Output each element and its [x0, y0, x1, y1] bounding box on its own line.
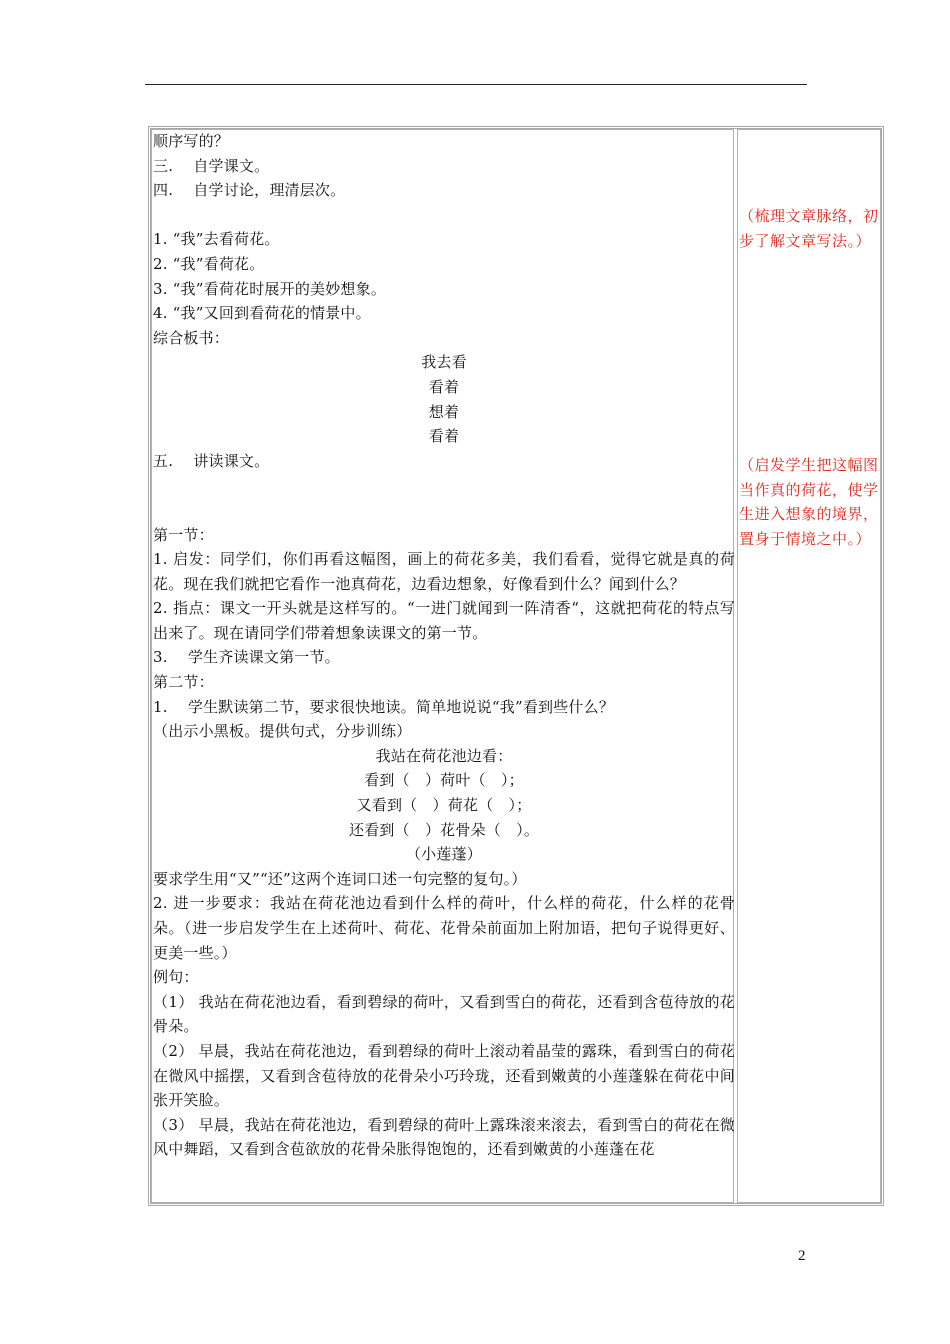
content-line: 看着 — [428, 427, 460, 446]
content-line: 想着 — [428, 402, 460, 421]
content-line: 又看到（ ）荷花（ ）； — [356, 796, 532, 815]
content-line: 2. 进一步要求：我站在荷花池边看到什么样的荷叶，什么样的荷花，什么样的花骨朵。（进一步启发学生在上述荷叶、荷花、花骨朵前面加上附加语，把句子说得更好、更美一些。） — [153, 894, 735, 962]
blank-line — [153, 203, 735, 228]
content-line: 2. “我”看荷花。 — [153, 254, 265, 273]
content-line: 顺序写的？ — [153, 132, 230, 150]
content-line: 例句： — [153, 968, 199, 987]
content-line: 五. 讲读课文。 — [153, 451, 270, 470]
content-line: 看着 — [428, 377, 460, 396]
content-line: 四. 自学讨论，理清层次。 — [153, 181, 346, 200]
page-number: 2 — [798, 1248, 806, 1264]
content-line: 我去看 — [421, 353, 467, 372]
content-line: 第一节： — [153, 525, 214, 544]
blank-line — [153, 473, 735, 498]
content-line: 我站在荷花池边看： — [375, 746, 513, 765]
lesson-content-text — [153, 129, 735, 1201]
content-line: 综合板书： — [153, 328, 230, 347]
content-line: 1. “我”去看荷花。 — [153, 230, 280, 249]
content-line: （2） 早晨，我站在荷花池边，看到碧绿的荷叶上滚动着晶莹的露珠，看到雪白的荷花在微风中摇摆，又看到含苞待放的花骨朵小巧玲珑，还看到嫩黄的小莲蓬躲在荷花中间张开笑脸。 — [153, 1041, 735, 1110]
content-line: 还看到（ ）花骨朵（ ）。 — [348, 820, 540, 839]
content-line: （1） 我站在荷花池边看，看到碧绿的荷叶，又看到雪白的荷花，还看到含苞待放的花骨朵。 — [153, 992, 735, 1036]
content-line: 3. 学生齐读课文第一节。 — [153, 648, 340, 667]
content-line: 要求学生用“又”“还”这两个连词口述一句完整的复句。） — [153, 869, 527, 888]
side-note-1: （梳理文章脉络，初步了解文章写法。） — [739, 207, 879, 250]
content-line: 看到（ ）荷叶（ ）； — [364, 771, 524, 790]
teaching-notes-cell — [737, 129, 881, 1203]
content-line: 1. 学生默读第二节，要求很快地读。简单地说说“我”看到些什么？ — [153, 697, 615, 716]
content-line: 4. “我”又回到看荷花的情景中。 — [153, 304, 371, 323]
side-note-2: （启发学生把这幅图当作真的荷花，使学生进入想象的境界，置身于情境之中。） — [739, 456, 879, 548]
content-line: 1. 启发：同学们，你们再看这幅图，画上的荷花多美，我们看看，觉得它就是真的荷花。现在我们就把它看作一池真荷花，边看边想象，好像看到什么？闻到什么？ — [153, 550, 735, 593]
content-line: 2. 指点：课文一开头就是这样写的。“一进门就闻到一阵清香“，这就把荷花的特点写出来了。现在请同学们带着想象读课文的第一节。 — [153, 599, 735, 642]
content-line: （3） 早晨，我站在荷花池边，看到碧绿的荷叶上露珠滚来滚去，看到雪白的荷花在微风中舞蹈，又看到含苞欲放的花骨朵胀得饱饱的，还看到嫩黄的小莲蓬在花 — [153, 1115, 735, 1159]
content-line: （小莲蓬） — [405, 845, 482, 864]
blank-line — [153, 498, 735, 523]
content-line: 第二节： — [153, 673, 214, 692]
content-line: （出示小黑板。提供句式，分步训练） — [153, 722, 412, 741]
content-line: 3. “我”看荷花时展开的美妙想象。 — [153, 279, 387, 298]
header-rule — [145, 84, 807, 85]
content-line: 三. 自学课文。 — [153, 156, 270, 175]
